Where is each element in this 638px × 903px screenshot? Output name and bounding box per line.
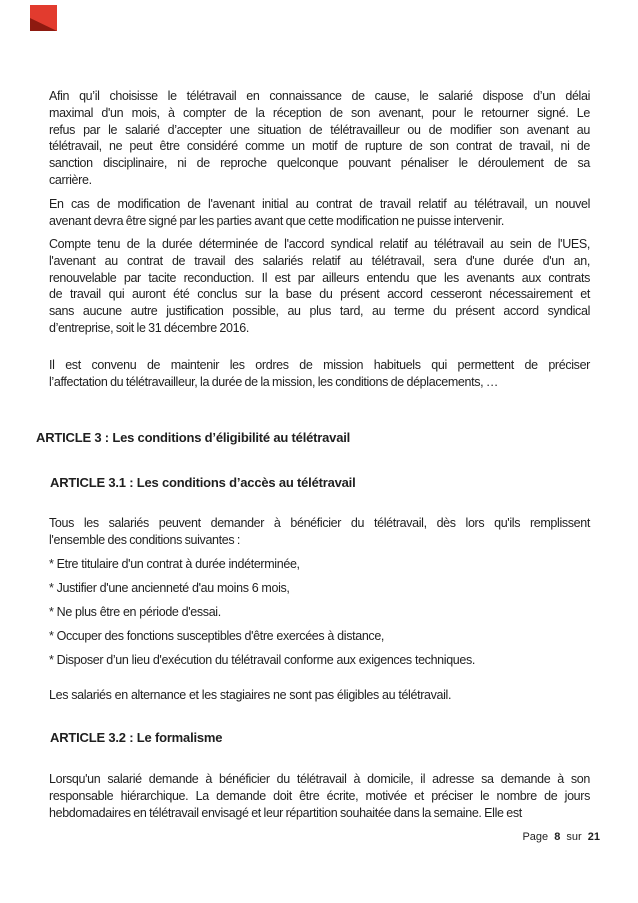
text-line: Tous les salariés peuvent demander à bénéficier du télétravail, dès lors qu'ils remplissent — [49, 516, 590, 530]
paragraph-formalisme-demande — [49, 771, 590, 821]
page-footer — [522, 831, 600, 843]
bullet-contrat-cdi: * Etre titulaire d'un contrat à durée indéterminée, — [49, 557, 300, 571]
text-line: sans aucune autre justification possible, au plus tard, au terme du présent accord syndical — [49, 304, 590, 319]
paragraph-duree-accord — [49, 236, 590, 337]
footer-total-pages: 21 — [587, 831, 600, 843]
text-line: carrière. — [49, 172, 92, 187]
article-3-heading: ARTICLE 3 : Les conditions d’éligibilité au télétravail — [36, 430, 351, 445]
paragraph-conditions-intro — [49, 515, 590, 549]
footer-separator: sur — [566, 831, 582, 843]
paragraph-ordres-mission — [49, 357, 590, 391]
text-line: avenant devra être signé par les parties avant que cette modification ne puisse intervenir. — [49, 213, 504, 228]
text-line: Il est convenu de maintenir les ordres de mission habituels qui permettent de préciser — [49, 358, 590, 372]
clip-icon-fold — [30, 18, 57, 31]
text-line: hebdomadaires en télétravail envisagé et leur répartition souhaitée dans la semaine. Elle est — [49, 805, 522, 820]
bullet-fonctions-distance: * Occuper des fonctions susceptibles d'être exercées à distance, — [49, 629, 385, 643]
bullet-lieu-execution: * Disposer d’un lieu d'exécution du télétravail conforme aux exigences techniques. — [49, 653, 476, 667]
text-line: refus par le salarié d’accepter une situation de télétravailleur ou de modifier son avenant au — [49, 122, 590, 137]
text-line: responsable hiérarchique. La demande doit être écrite, motivée et préciser le nombre de jours — [49, 788, 590, 803]
footer-page-label: Page — [522, 831, 549, 843]
bullet-anciennete: * Justifier d'une ancienneté d'au moins 6 mois, — [49, 581, 290, 595]
text-line: Afin qu’il choisisse le télétravail en connaissance de cause, le salarié dispose d’un délai — [49, 89, 590, 103]
footer-page-number: 8 — [554, 831, 561, 843]
text-line: Compte tenu de la durée déterminée de l'accord syndical relatif au télétravail au sein de l'UES, — [49, 237, 590, 251]
text-line: renouvelable par tacite reconduction. Il est par ailleurs entendu que les avenants aux contrats — [49, 270, 590, 285]
text-line: Lorsqu'un salarié demande à bénéficier du télétravail à domicile, il adresse sa demande à son — [49, 772, 590, 786]
text-line: l'ensemble des conditions suivantes : — [49, 532, 241, 547]
paragraph-choix-teletravail — [49, 88, 590, 189]
text-line: télétravail, ne peut être considéré comme un motif de rupture de son contrat de travail, ni de — [49, 139, 590, 154]
paragraph-alternance-stagiaires: Les salariés en alternance et les stagiaires ne sont pas éligibles au télétravail. — [49, 688, 452, 702]
text-line: maximal d'un mois, à compter de la réception de son avenant, pour le retourner signé. Le — [49, 105, 590, 120]
clip-icon[interactable] — [30, 5, 57, 31]
text-line: sanction disciplinaire, ni de reproche quelconque pouvant pénaliser le déroulement de sa — [49, 156, 590, 171]
text-line: l'avenant au contrat de travail des salariés relatif au télétravail, sera d'une durée d'un an, — [49, 253, 590, 268]
text-line: d’entreprise, soit le 31 décembre 2016. — [49, 320, 249, 335]
text-line: l’affectation du télétravailleur, la durée de la mission, les conditions de déplacements, … — [49, 374, 499, 389]
bullet-periode-essai: * Ne plus être en période d'essai. — [49, 605, 221, 619]
text-line: de travail qui auront été conclus sur la base du présent accord cesseront nécessairement et — [49, 287, 590, 302]
paragraph-modification-avenant — [49, 196, 590, 230]
article-3-1-heading: ARTICLE 3.1 : Les conditions d’accès au télétravail — [50, 475, 356, 490]
article-3-2-heading: ARTICLE 3.2 : Le formalisme — [50, 730, 223, 745]
text-line: En cas de modification de l'avenant initial au contrat de travail relatif au télétravail, un nouvel — [49, 197, 590, 211]
